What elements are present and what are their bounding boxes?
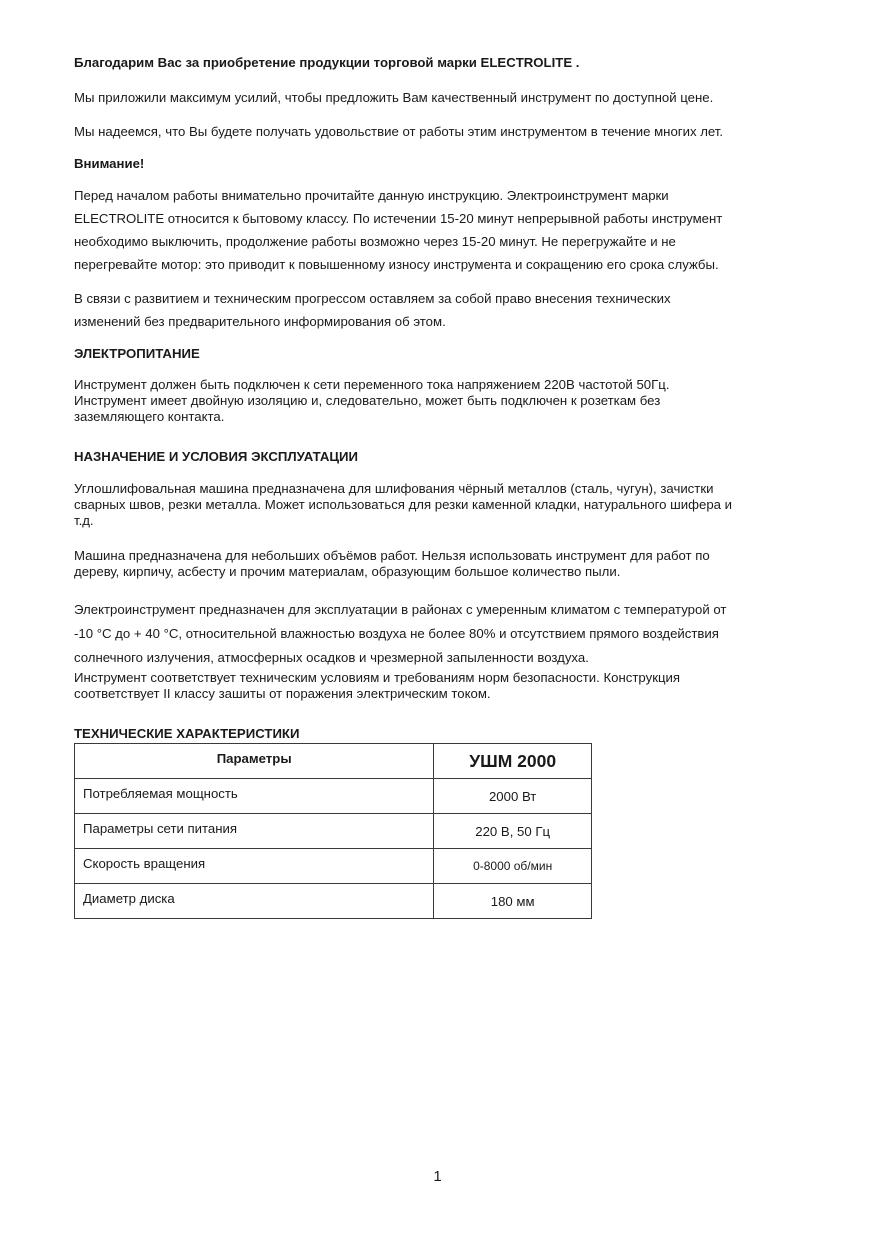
table-row — [75, 814, 592, 849]
param-name: Потребляемая мощность — [75, 779, 434, 814]
specs-header-row — [75, 744, 592, 779]
power-line: Инструмент должен быть подключен к сети переменного тока напряжением 220В частотой 50Гц. — [74, 377, 670, 392]
purpose-line: солнечного излучения, атмосферных осадков и чрезмерной запыленности воздуха. — [74, 650, 589, 665]
thanks-heading: Благодарим Вас за приобретение продукции торговой марки ELECTROLITE . — [74, 55, 580, 70]
intro-line-1: Мы приложили максимум усилий, чтобы предложить Вам качественный инструмент по доступной цене. — [74, 90, 714, 105]
purpose-line: Машина предназначена для небольших объёмов работ. Нельзя использовать инструмент для работ по — [74, 548, 710, 563]
attention-line: ELECTROLITE относится к бытовому классу. По истечении 15-20 минут непрерывной работы инструмент — [74, 211, 723, 226]
table-row — [75, 779, 592, 814]
purpose-heading: НАЗНАЧЕНИЕ И УСЛОВИЯ ЭКСПЛУАТАЦИИ — [74, 449, 358, 464]
purpose-line: -10 °С до + 40 °С, относительной влажностью воздуха не более 80% и отсутствием прямого воздействия — [74, 626, 719, 641]
param-value: 220 В, 50 Гц — [434, 814, 592, 849]
attention-line: необходимо выключить, продолжение работы возможно через 15-20 минут. Не перегружайте и не — [74, 234, 676, 249]
rights-line: изменений без предварительного информирования об этом. — [74, 314, 446, 329]
purpose-line: Электроинструмент предназначен для эксплуатации в районах с умеренным климатом с температурой от — [74, 602, 727, 617]
intro-line-2: Мы надеемся, что Вы будете получать удовольствие от работы этим инструментом в течение многих лет. — [74, 124, 724, 139]
purpose-line: дереву, кирпичу, асбесту и прочим материалам, образующим большое количество пыли. — [74, 564, 621, 579]
param-name: Скорость вращения — [75, 849, 434, 884]
purpose-line: Инструмент соответствует техническим условиям и требованиям норм безопасности. Конструкция — [74, 670, 681, 685]
purpose-line: Углошлифовальная машина предназначена для шлифования чёрный металлов (сталь, чугун), зачистки — [74, 481, 714, 496]
purpose-line: т.д. — [74, 513, 94, 528]
column-header-parameters: Параметры — [75, 744, 434, 779]
purpose-paragraph-4 — [74, 670, 814, 702]
purpose-line: сварных швов, резки металла. Может использоваться для резки каменной кладки, натурального шифера и — [74, 497, 733, 512]
purpose-line: соответствует II классу зашиты от поражения электрическим током. — [74, 686, 491, 701]
power-paragraph — [74, 377, 814, 425]
power-heading: ЭЛЕКТРОПИТАНИЕ — [74, 346, 200, 361]
power-line: Инструмент имеет двойную изоляцию и, следовательно, может быть подключен к розеткам без — [74, 393, 661, 408]
table-row — [75, 849, 592, 884]
param-value: 2000 Вт — [434, 779, 592, 814]
table-row — [75, 884, 592, 919]
specs-table — [74, 743, 592, 919]
param-value: 180 мм — [434, 884, 592, 919]
attention-heading: Внимание! — [74, 156, 145, 171]
param-name: Параметры сети питания — [75, 814, 434, 849]
attention-line: перегревайте мотор: это приводит к повышенному износу инструмента и сокращению его срока службы. — [74, 257, 719, 272]
rights-line: В связи с развитием и техническим прогрессом оставляем за собой право внесения технических — [74, 291, 671, 306]
purpose-paragraph-2 — [74, 548, 814, 580]
specs-heading: ТЕХНИЧЕСКИЕ ХАРАКТЕРИСТИКИ — [74, 726, 300, 741]
attention-paragraph — [74, 184, 814, 276]
attention-line: Перед началом работы внимательно прочитайте данную инструкцию. Электроинструмент марки — [74, 188, 669, 203]
purpose-paragraph-3 — [74, 598, 814, 670]
purpose-paragraph-1 — [74, 481, 814, 529]
rights-paragraph — [74, 287, 814, 333]
page-number: 1 — [433, 1168, 442, 1185]
param-name: Диаметр диска — [75, 884, 434, 919]
param-value: 0-8000 об/мин — [434, 849, 592, 884]
column-header-model: УШМ 2000 — [434, 744, 592, 779]
power-line: заземляющего контакта. — [74, 409, 225, 424]
